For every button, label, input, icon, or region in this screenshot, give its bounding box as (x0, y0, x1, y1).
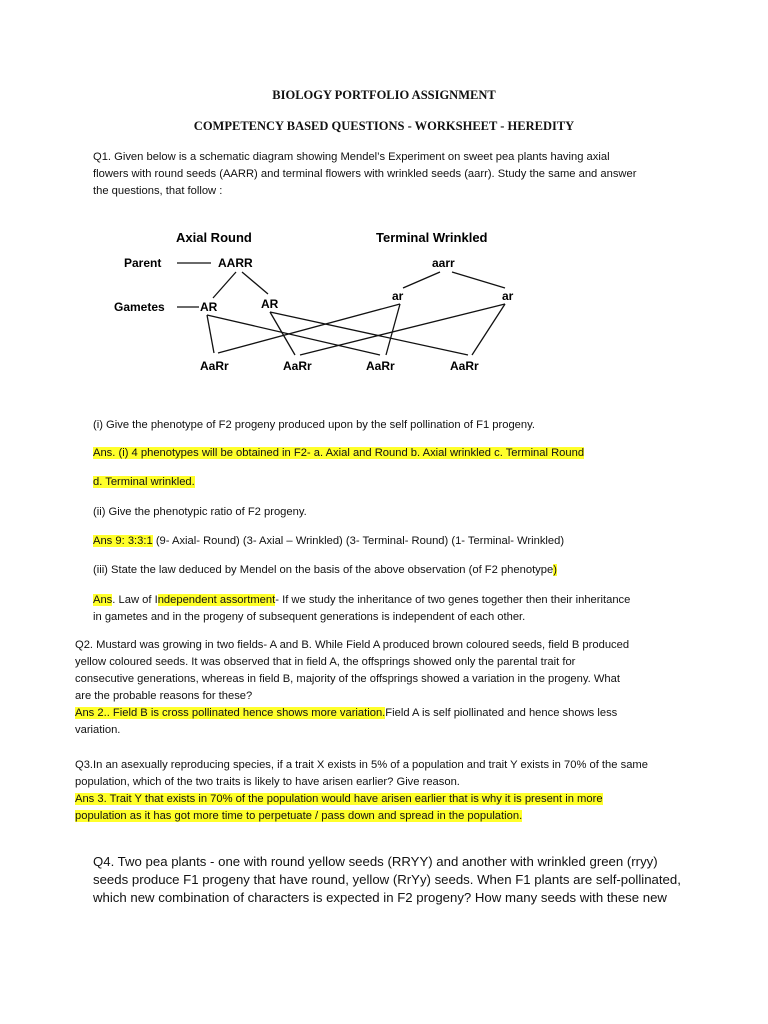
q4-line-1: Q4. Two pea plants - one with round yellow seeds (RRYY) and another with wrinkled green (rryy) (93, 854, 658, 869)
line-parent-to-gamete-3 (403, 272, 440, 288)
answer-iii-rest: - If we study the inheritance of two genes together then their inheritance (275, 594, 631, 606)
highlight: Ans. (i) 4 phenotypes will be obtained in F2- a. Axial and Round b. Axial wrinkled c. Terminal Round (93, 447, 585, 459)
cross-line-1 (207, 315, 214, 353)
answer-iii-mid: . Law of I (112, 594, 158, 606)
cross-line-4 (270, 312, 468, 355)
document-subtitle: COMPETENCY BASED QUESTIONS - WORKSHEET - HEREDITY (193, 119, 575, 133)
q1-answer-i-line-1 (93, 445, 584, 462)
q3-line-2: population, which of the two traits is likely to have arisen earlier? Give reason. (75, 776, 460, 788)
parent-right-genotype: aarr (432, 256, 455, 270)
label-axial-round: Axial Round (176, 230, 252, 245)
highlight: Ans 2.. Field B is cross pollinated hence shows more variation. (75, 707, 386, 719)
highlight: ) (553, 564, 557, 576)
parent-left-genotype: AARR (218, 256, 253, 270)
f1-genotype-2: AaRr (283, 359, 312, 373)
q1-sub-iii (93, 562, 557, 579)
highlight: ndependent assortment (157, 594, 276, 606)
label-terminal-wrinkled: Terminal Wrinkled (376, 230, 488, 245)
q1-answer-ii (93, 533, 564, 550)
f1-genotype-3: AaRr (366, 359, 395, 373)
highlight: Ans 9: 3:3:1 (93, 535, 153, 547)
q4-line-3: which new combination of characters is expected in F2 progeny? How many seeds with these new (93, 890, 667, 905)
q1-question (93, 149, 636, 200)
highlight: d. Terminal wrinkled. (93, 476, 195, 488)
highlight: Ans (93, 594, 113, 606)
q1-line-3: the questions, that follow : (93, 185, 223, 197)
q1-line-1: Q1. Given below is a schematic diagram showing Mendel’s Experiment on sweet pea plants having axial (93, 151, 610, 163)
answer-iii-line-2: in gametes and in the progeny of subsequent generations is independent of each other. (93, 611, 526, 623)
q2-question (75, 637, 629, 739)
f1-genotype-4: AaRr (450, 359, 479, 373)
sub-iii-text: (iii) State the law deduced by Mendel on the basis of the above observation (of F2 phenotype (93, 564, 554, 576)
line-parent-to-gamete-2 (242, 272, 268, 294)
q1-answer-i-line-2 (93, 474, 195, 491)
mendel-cross-diagram (0, 220, 768, 385)
q2-line-3: consecutive generations, whereas in field B, majority of the offsprings showed a variation in the progeny. What (75, 673, 620, 685)
highlight: population as it has got more time to perpetuate / pass down and spread in the population. (75, 810, 523, 822)
q1-sub-ii: (ii) Give the phenotypic ratio of F2 progeny. (93, 506, 307, 518)
cross-line-5 (218, 304, 400, 353)
q2-line-1: Q2. Mustard was growing in two fields- A and B. While Field A produced brown coloured seeds, field B produced (75, 639, 630, 651)
cross-line-8 (472, 304, 505, 355)
label-parent: Parent (124, 256, 162, 270)
q2-line-2: yellow coloured seeds. It was observed that in field A, the offsprings showed only the parental trait for (75, 656, 576, 668)
highlight: Ans 3. Trait Y that exists in 70% of the population would have arisen earlier that is why it is present in more (75, 793, 603, 805)
gamete-ar-2: AR (261, 297, 279, 311)
gamete-r-1: ar (392, 289, 404, 303)
line-parent-to-gamete-4 (452, 272, 505, 288)
q1-line-2: flowers with round seeds (AARR) and terminal flowers with wrinkled seeds (aarr). Study the same and answer (93, 168, 637, 180)
q4-line-2: seeds produce F1 progeny that have round, yellow (RrYy) seeds. When F1 plants are self-pollinated, (93, 872, 681, 887)
q2-answer-rest: Field A is self piollinated and hence shows less (385, 707, 618, 719)
q2-answer-line-2: variation. (75, 724, 121, 736)
label-gametes: Gametes (114, 300, 165, 314)
gamete-r-2: ar (502, 289, 514, 303)
f1-genotype-1: AaRr (200, 359, 229, 373)
cross-line-6 (386, 304, 400, 355)
q1-answer-iii (93, 592, 630, 626)
document-title: BIOLOGY PORTFOLIO ASSIGNMENT (272, 88, 496, 102)
q2-line-4: are the probable reasons for these? (75, 690, 253, 702)
gamete-ar-1: AR (200, 300, 218, 314)
q3-line-1: Q3.In an asexually reproducing species, if a trait X exists in 5% of a population and trait Y exists in 70% of the same (75, 759, 648, 771)
answer-ii-detail: (9- Axial- Round) (3- Axial – Wrinkled) (3- Terminal- Round) (1- Terminal- Wrinkled) (152, 535, 565, 547)
q4-question (93, 853, 681, 907)
q3-question (75, 757, 648, 825)
q1-sub-i: (i) Give the phenotype of F2 progeny produced upon by the self pollination of F1 progeny. (93, 419, 535, 431)
line-parent-to-gamete-1 (213, 272, 236, 298)
cross-line-7 (300, 304, 505, 355)
